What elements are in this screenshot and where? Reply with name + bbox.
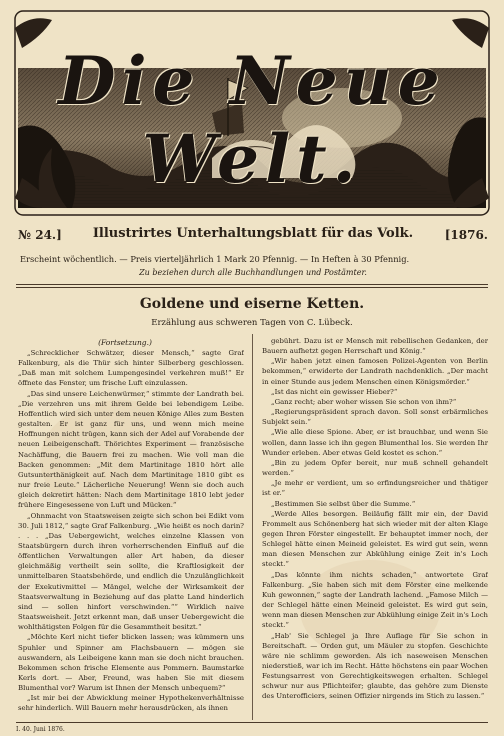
distribution-info: Zu beziehen durch alle Buchhandlungen und Postämter. [139,268,367,277]
article-paragraph: „Bestimmen Sie selbst über die Summe.“ [271,499,416,508]
masthead-title: Die Neue Welt. [58,42,446,198]
article-column-left [18,348,244,720]
issue-number: № 24.] [18,228,62,242]
article-title: Goldene und eiserne Ketten. [139,296,365,312]
issue-year: [1876. [444,228,488,242]
masthead [12,8,492,218]
article-paragraph: „Ohnmacht von Staatsweisen zeigte sich schon bei Edikt vom 30. Juli 1812,“ sagte Graf Falkenburg. „Wie heißt es noch darin? . . . „Das Uebergewicht, welches einzelne Klassen von Staatsbürgern durch ihren vorherrschenden Einfluß auf die öffentlichen Verwaltungen aller Art haben, da dieser gleichmäßig vertheilt sein sollte, die Kraftlosigkeit der unmittelbaren Staatsbehörde, und endlich die Unzulänglichkeit der Exekutivmittel — Mängel, welche der Wirksamkeit der Staatsverwaltung in Beziehung auf das platte Land hinderlich sind — sollen hinfort verschwinden.““ Wirklich naive Staatsweisheit. Jetzt erkennt man, daß unser Uebergewicht die wohlthätigsten Folgen für die Gesammtheit besitzt.“ [18,511,244,632]
article-paragraph: „Werde Alles besorgen. Beiläufig fällt mir ein, der David Frommelt aus Schönenberg hat sich wieder mit der alten Klage gegen Ihren Förster eingestellt. Er behauptet immer noch, der Schlegel hätte einen Meineid geleistet. Es wird gut sein, wenn man diesen Menschen zur Abkühlung einige Zeit in's Loch steckt.“ [262,509,488,569]
masthead-subtitle: Illustrirtes Unterhaltungsblatt für das Volk. [92,226,414,241]
article-paragraph: „Wie alle diese Spione. Aber, er ist brauchbar, und wenn Sie wollen, dann lasse ich ihn gegen Blumenthal los. Sie werden Ihr Wunder erleben. Aber etwas Geld kostet es schon.“ [262,428,488,457]
footer-text: I. 40. Juni 1876. [16,726,65,733]
column-divider [252,334,253,720]
article-paragraph: gebührt. Dazu ist er Mensch mit rebellischen Gedanken, der Bauern aufhetzt gegen Herrschaft und König.“ [262,337,488,356]
article-paragraph: „Möchte Kerl nicht tiefer blicken lassen; was kümmern uns Spuhler und Spinner am Flachsbauern — mögen sie auswandern, als Leibeigene kann man sie doch nicht brauchen. Bekommen schon frische Elemente aus Pommern. Baumstarke Kerls dort. — Aber, Freund, was haben Sie mit diesem Blumenthal vor? Warum ist Ihnen der Mensch unbequem?“ [18,633,244,693]
article-paragraph: „Das könnte ihm nichts schaden,“ antwortete Graf Falkenburg. „Sie haben sich mit dem Förster eine melkende Kuh gewonnen,“ sagte der Landrath lachend. „Famose Milch — der Schlegel hätte einen Meineid geleistet. Es wird gut sein, wenn man diesen Menschen zur Abkühlung einige Zeit in's Loch steckt.“ [262,570,488,630]
article-paragraph: „Ganz recht; aber woher wissen Sie schon von ihm?“ [271,397,457,406]
divider [16,284,488,285]
publication-info: Erscheint wöchentlich. — Preis vierteljährlich 1 Mark 20 Pfennig. — In Heften à 30 Pfennig. [20,254,410,264]
article-continued: (Fortsetzung.) [98,338,152,347]
article-paragraph: „Ist das nicht ein gewisser Hieber?“ [271,387,398,396]
article-paragraph: „Ist mir bei der Abwicklung meiner Hypothekenverhältnisse sehr hinderlich. Will Bauern mehr herausdrücken, als ihnen [18,694,244,713]
article-paragraph: „Je mehr er verdient, um so erfindungsreicher und thätiger ist er.“ [262,479,488,498]
divider [16,722,488,723]
article-paragraph: „Schrecklicher Schwätzer, dieser Mensch,“ sagte Graf Falkenburg, als die Thür sich hinter Silberberg geschlossen. „Daß man mit solchem Lumpengesindel verkehren muß!“ Er öffnete das Fenster, um frische Luft einzulassen. [18,349,244,388]
article-column-right [262,336,488,720]
divider [16,287,488,288]
masthead-info-row [18,226,488,248]
article-paragraph: „Bin zu jedem Opfer bereit, nur muß schnell gehandelt werden.“ [262,458,488,478]
article-paragraph: „Hab' Sie Schlegel ja Ihre Auflage für Sie schon in Bereitschaft. — Orden gut, um Mäuler zu stopfen. Geschichte wäre nie schlimm geworden. Als ich naseweisen Menschen niederstieß, war ich im Recht. Hätte höchstens ein paar Wochen Festungsarrest von Gerechtigkeitswegen erhalten. Schlegel schwur nur aus Pflichteifer; glaubte, das gehöre zum Dienste des Unterofficiers, seinen Offizier nirgends im Stich zu lassen.“ [262,631,488,701]
article-paragraph: „Regierungspräsident sprach davon. Soll sonst erbärmliches Subjekt sein.“ [262,408,488,427]
article-subtitle: Erzählung aus schweren Tagen von C. Lübeck. [151,318,353,328]
article-paragraph: „Wir haben jetzt einen famosen Polizei-Agenten von Berlin bekommen,“ erwiderte der Landrath nachdenklich. „Der macht in einer Stunde aus jedem Menschen einen Königsmörder.“ [262,357,488,386]
article-paragraph: „Das sind unsere Leichenwürmer,“ stimmte der Landrath bei. „Die verzehren uns mit ihrem Gelde bei lebendigem Leibe. Hoffentlich wird sich unter dem neuen Könige Alles zum Besten gestalten. Er ist ganz für uns, und wenn mich meine Hoffnungen nicht trügen, kann sich der Adel auf Vorabende der neuen Leibeigenschaft. Thörichtes Experiment — französische Nachäffung, die Bauern frei zu machen. Wie voll man die Backen genommen: „Mit dem Martinitage 1810 hört alle Gutsunterthänigkeit auf. Nach dem Martinitage 1810 gibt es nur freie Leute.“ Lächerliche Neuerung! Wenn sie doch auch gleich dekretirt hätten: Nach dem Martinitage 1810 lebt jeder frühere Eingesessene von Luft und Mücken.“ [18,389,244,510]
